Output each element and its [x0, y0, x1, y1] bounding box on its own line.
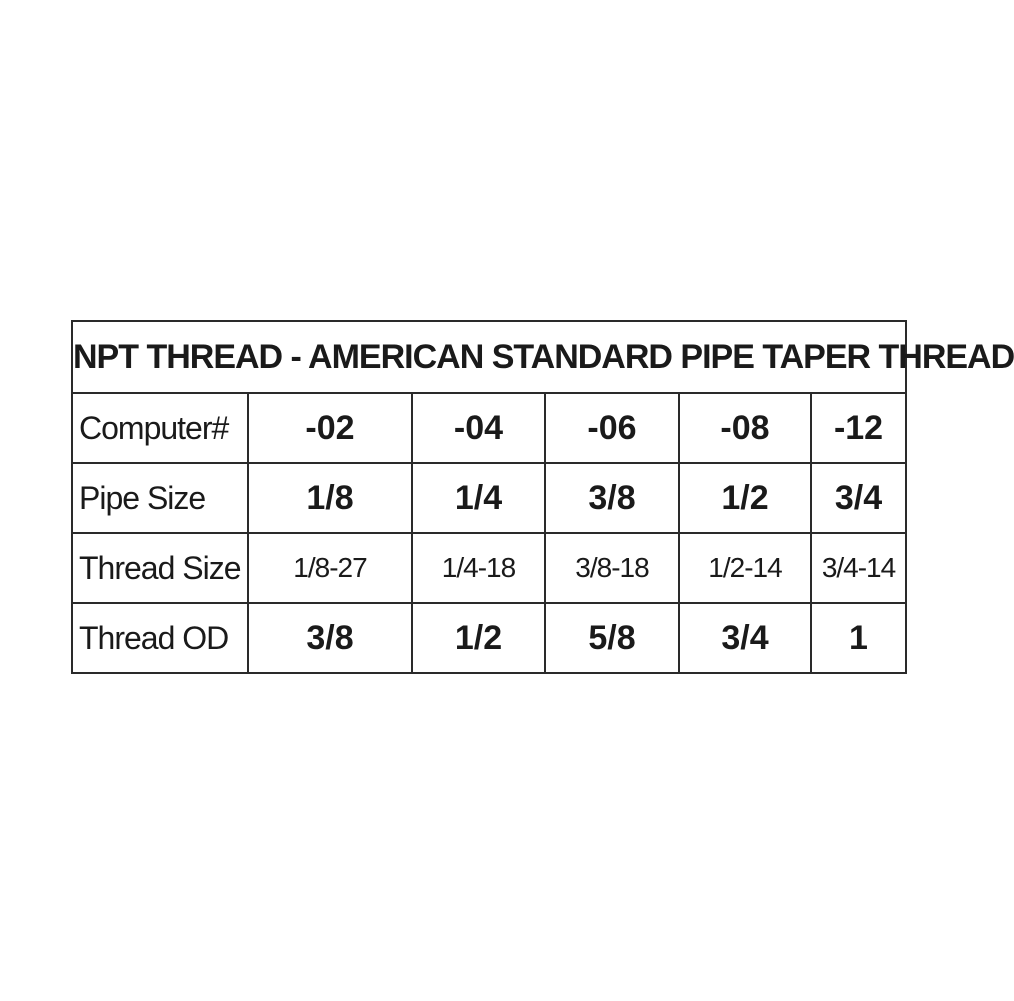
table-cell: 5/8 — [545, 603, 679, 673]
table-cell: 1/4 — [412, 463, 545, 533]
table-title: NPT THREAD - AMERICAN STANDARD PIPE TAPER THREAD — [72, 321, 906, 393]
npt-thread-table — [71, 320, 1014, 674]
table-cell: 3/8 — [248, 603, 412, 673]
table-row-pipe-size — [72, 463, 906, 533]
table-cell: 1/2-14 — [679, 533, 811, 603]
table-cell: -02 — [248, 393, 412, 463]
row-label-thread-od: Thread OD — [72, 603, 248, 673]
row-label-computer-number: Computer# — [72, 393, 248, 463]
row-label-pipe-size: Pipe Size — [72, 463, 248, 533]
table-cell: 1/2 — [412, 603, 545, 673]
table-cell: 3/4 — [679, 603, 811, 673]
table-cell: 1/2 — [679, 463, 811, 533]
table-cell: 1/4-18 — [412, 533, 545, 603]
table-cell: -06 — [545, 393, 679, 463]
table-row-thread-size — [72, 533, 906, 603]
table-row-thread-od — [72, 603, 906, 673]
table-cell: 1/8 — [248, 463, 412, 533]
table-cell: 3/4-14 — [811, 533, 906, 603]
table-cell: -12 — [811, 393, 906, 463]
table-cell: 1 — [811, 603, 906, 673]
table-cell: 1/8-27 — [248, 533, 412, 603]
table-cell: -04 — [412, 393, 545, 463]
table-cell: 3/4 — [811, 463, 906, 533]
row-label-thread-size: Thread Size — [72, 533, 248, 603]
table-cell: 3/8-18 — [545, 533, 679, 603]
table-title-row — [72, 321, 906, 393]
table-cell: 3/8 — [545, 463, 679, 533]
table-row-computer-number — [72, 393, 906, 463]
table-cell: -08 — [679, 393, 811, 463]
